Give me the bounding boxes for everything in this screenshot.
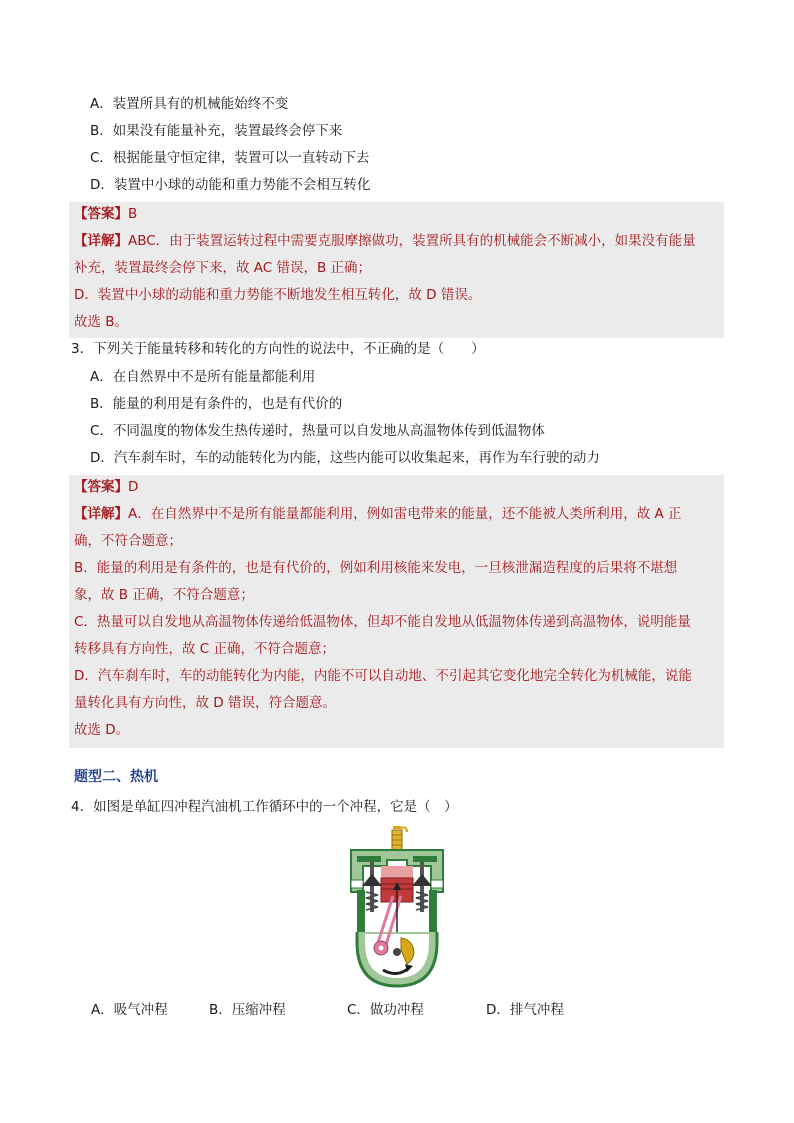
cylinder-wall-right: [429, 890, 437, 936]
q3-detail-line-3: B．能量的利用是有条件的，也是有代价的，例如利用核能来发电，一旦核泄漏造程度的后果将不堪想: [74, 560, 678, 576]
q2-option-d: D．装置中小球的动能和重力势能不会相互转化: [90, 177, 371, 193]
q2-answer: [74, 204, 137, 224]
q3-answer-tag: 【答案】: [74, 479, 128, 495]
q2-detail-tag: 【详解】: [74, 233, 128, 249]
q2-detail-line-1: [74, 231, 696, 251]
q2-answer-value: B: [128, 206, 138, 222]
q3-detail-line-9: 故选 D。: [74, 722, 130, 738]
q2-detail-line-2: 补充，装置最终会停下来，故 AC 错误，B 正确；: [74, 260, 372, 276]
cylinder-wall-left: [357, 890, 365, 936]
intake-port: [351, 880, 363, 888]
q3-detail-line-2: 确，不符合题意；: [74, 533, 182, 549]
q3-detail-line-4: 象，故 B 正确，不符合题意；: [74, 587, 254, 603]
q3-detail-line-5: C．热量可以自发地从高温物体传递给低温物体，但却不能自发地从低温物体传递到高温物体，说明能量: [74, 614, 691, 630]
q2-detail-line-4: 故选 B。: [74, 314, 129, 330]
q2-option-a: A．装置所具有的机械能始终不变: [90, 96, 289, 112]
q3-option-a: A．在自然界中不是所有能量都能利用: [90, 369, 316, 385]
q4-choice-a: A．吸气冲程: [91, 1002, 168, 1018]
crankshaft: [393, 948, 401, 956]
q2-detail-line-3: D．装置中小球的动能和重力势能不断地发生相互转化，故 D 错误。: [74, 287, 482, 303]
q3-detail-line-6: 转移具有方向性，故 C 正确，不符合题意；: [74, 641, 336, 657]
q3-detail-line-1: [74, 504, 682, 524]
q3-answer: [74, 477, 138, 497]
spark-plug-body: [392, 830, 402, 852]
q3-detail-text-1: A．在自然界中不是所有能量都能利用，例如雷电带来的能量，还不能被人类所利用，故 A 正: [128, 506, 682, 522]
q2-option-b: B．如果没有能量补充，装置最终会停下来: [90, 123, 343, 139]
q3-stem: 3．下列关于能量转移和转化的方向性的说法中，不正确的是（ ）: [71, 341, 485, 357]
q3-detail-line-7: D．汽车刹车时，车的动能转化为内能，内能不可以自动地、不引起其它变化地完全转化为机械能，说能: [74, 668, 692, 684]
q3-option-b: B．能量的利用是有条件的，也是有代价的: [90, 396, 343, 412]
q2-detail-text-1: ABC．由于装置运转过程中需要克服摩擦做功，装置所具有的机械能会不断减小，如果没有能量: [128, 233, 696, 249]
q3-answer-value: D: [128, 479, 139, 495]
q4-choice-b: B．压缩冲程: [209, 1002, 286, 1018]
engine-diagram: [345, 822, 449, 988]
q3-detail-tag: 【详解】: [74, 506, 128, 522]
q3-option-d: D．汽车刹车时，车的动能转化为内能，这些内能可以收集起来，再作为车行驶的动力: [90, 450, 600, 466]
intake-valve-head: [362, 874, 382, 886]
exhaust-port: [431, 880, 443, 888]
q4-stem: 4．如图是单缸四冲程汽油机工作循环中的一个冲程，它是（ ）: [71, 799, 458, 815]
combustion-chamber: [381, 866, 413, 878]
spark-plug-wire: [393, 826, 401, 829]
section-title: 题型二、热机: [74, 769, 158, 785]
q3-option-c: C．不同温度的物体发生热传递时，热量可以自发地从高温物体传到低温物体: [90, 423, 545, 439]
q4-choice-c: C．做功冲程: [347, 1002, 424, 1018]
q2-answer-tag: 【答案】: [74, 206, 128, 222]
exhaust-valve-head: [412, 874, 432, 886]
q3-detail-line-8: 量转化具有方向性，故 D 错误，符合题意。: [74, 695, 336, 711]
q4-choice-d: D．排气冲程: [486, 1002, 564, 1018]
q2-option-c: C．根据能量守恒定律，装置可以一直转动下去: [90, 150, 370, 166]
